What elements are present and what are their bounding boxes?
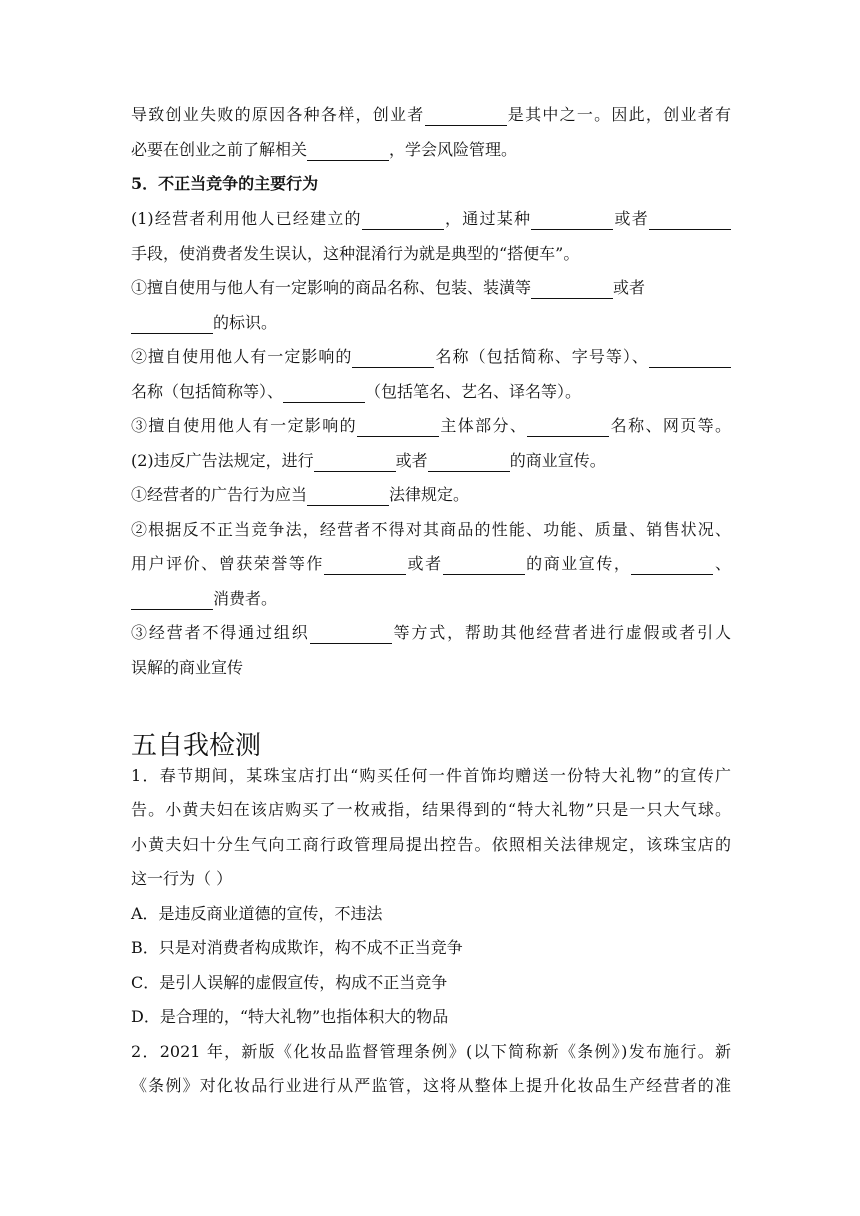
- fill-blank: [131, 315, 213, 334]
- text-line: ①经营者的广告行为应当 法律规定。: [131, 485, 470, 504]
- text-line: ②根据反不正当竞争法，经营者不得对其商品的性能、功能、质量、销售状况、: [131, 520, 731, 539]
- answer-option-c: C．是引人误解的虚假宣传，构成不正当竞争: [131, 973, 448, 992]
- text-line: (2)违反广告法规定，进行 或者 的商业宣传。: [131, 451, 606, 470]
- fill-blank: [307, 142, 389, 161]
- section-title: 5．不正当竞争的主要行为: [131, 174, 319, 193]
- fill-blank: [649, 349, 731, 368]
- fill-blank: [310, 625, 392, 644]
- fill-blank: [314, 453, 396, 472]
- fill-blank: [527, 418, 609, 437]
- fill-blank: [425, 107, 507, 126]
- text-line: 误解的商业宣传: [131, 658, 244, 677]
- text-line: 必要在创业之前了解相关 ，学会风险管理。: [131, 140, 518, 159]
- question-text: 告。小黄夫妇在该店购买了一枚戒指，结果得到的“特大礼物”只是一只大气球。: [131, 800, 731, 819]
- question-text: 这一行为（ ）: [131, 869, 233, 888]
- text-line: 名称（包括简称等）、 （包括笔名、艺名、译名等）。: [131, 382, 582, 401]
- answer-option-d: D．是合理的，“特大礼物”也指体积大的物品: [131, 1007, 449, 1026]
- text-line: 用户评价、曾获荣誉等作 或者 的商业宣传， 、: [131, 554, 731, 573]
- text-line: (1)经营者利用他人已经建立的 ，通过某种 或者: [131, 208, 731, 230]
- section-heading: 五自我检测: [131, 731, 262, 761]
- text-line: 手段，使消费者发生误认，这种混淆行为就是典型的“搭便车”。: [131, 244, 580, 263]
- fill-blank: [428, 453, 510, 472]
- fill-blank: [283, 384, 365, 403]
- text-line: ③擅自使用他人有一定影响的 主体部分、 名称、网页等。: [131, 416, 731, 435]
- text-line: 消费者。: [131, 588, 731, 610]
- question-text: 小黄夫妇十分生气向工商行政管理局提出控告。依照相关法律规定，该珠宝店的: [131, 835, 731, 854]
- fill-blank: [307, 487, 389, 506]
- fill-blank: [357, 418, 439, 437]
- text-line: 导致创业失败的原因各种各样，创业者 是其中之一。因此，创业者有: [131, 105, 731, 124]
- fill-blank: [649, 211, 731, 230]
- fill-blank: [362, 211, 444, 230]
- question-text: 《条例》对化妆品行业进行从严监管，这将从整体上提升化妆品生产经营者的准: [131, 1076, 731, 1095]
- answer-option-b: B．只是对消费者构成欺诈，构不成不正当竞争: [131, 938, 463, 957]
- fill-blank: [131, 591, 213, 610]
- fill-blank: [324, 556, 406, 575]
- question-text: 2．2021 年，新版《化妆品监督管理条例》(以下简称新《条例》)发布施行。新: [131, 1042, 731, 1061]
- fill-blank: [631, 556, 713, 575]
- answer-option-a: A．是违反商业道德的宣传，不违法: [131, 904, 383, 923]
- text-line: ③经营者不得通过组织 等方式，帮助其他经营者进行虚假或者引人: [131, 623, 731, 642]
- question-text: 1．春节期间，某珠宝店打出“购买任何一件首饰均赠送一份特大礼物”的宣传广: [131, 766, 731, 785]
- fill-blank: [531, 211, 613, 230]
- fill-blank: [443, 556, 525, 575]
- text-line: ②擅自使用他人有一定影响的 名称（包括简称、字号等）、: [131, 346, 731, 368]
- fill-blank: [531, 280, 613, 299]
- fill-blank: [352, 349, 434, 368]
- text-line: ①擅自使用与他人有一定影响的商品名称、包装、装潢等 或者: [131, 278, 646, 297]
- text-line: 的标识。: [131, 312, 731, 334]
